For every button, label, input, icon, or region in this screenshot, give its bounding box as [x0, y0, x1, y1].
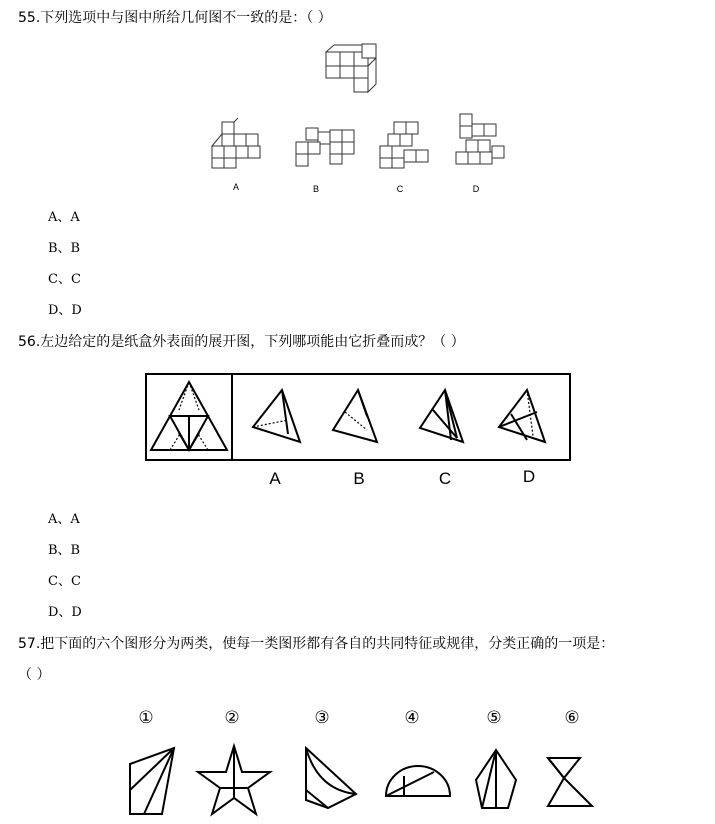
q57-label-3: ③	[314, 708, 330, 728]
q55-option-d[interactable]: D、D	[48, 303, 82, 318]
q57-shape-1	[130, 748, 174, 814]
q57-label-6: ⑥	[564, 708, 580, 728]
q56-label-d: D	[522, 467, 536, 486]
q57-figures	[122, 704, 602, 819]
q55-label-b: B	[312, 184, 320, 194]
q57-shape-3	[306, 748, 356, 808]
q55-option-a[interactable]: A、A	[48, 210, 80, 225]
q56-option-a[interactable]: A、A	[48, 512, 80, 527]
q55-label-c: C	[396, 184, 404, 194]
q56-option-c[interactable]: C、C	[48, 574, 81, 589]
q56-title: 56.左边给定的是纸盒外表面的展开图，下列哪项能由它折叠而成？（ ）	[18, 334, 465, 350]
q57-title: 57.把下面的六个图形分为两类，使每一类图形都有各自的共同特征或规律，分类正确的一项是：	[18, 636, 615, 652]
q56-label-a: A	[269, 469, 281, 488]
q55-option-c[interactable]: C、C	[48, 272, 81, 287]
q55-option-figures	[208, 112, 508, 197]
q55-title: 55.下列选项中与图中所给几何图不一致的是：（ ）	[18, 10, 332, 26]
q57-label-5: ⑤	[486, 708, 502, 728]
q56-label-b: B	[353, 469, 365, 488]
q57-shape-6	[548, 758, 580, 778]
q56-option-b[interactable]: B、B	[48, 543, 81, 558]
q55-label-d: D	[472, 184, 480, 194]
q56-figure	[145, 372, 575, 497]
q55-label-a: A	[232, 182, 240, 192]
q55-option-b[interactable]: B、B	[48, 241, 81, 256]
q57-label-1: ①	[138, 708, 154, 728]
q57-label-4: ④	[404, 708, 420, 728]
q57-title-cont: （ ）	[18, 667, 51, 683]
q56-option-d[interactable]: D、D	[48, 605, 82, 620]
q57-label-2: ②	[224, 708, 240, 728]
q56-label-c: C	[438, 469, 452, 488]
q55-main-figure	[324, 42, 384, 97]
